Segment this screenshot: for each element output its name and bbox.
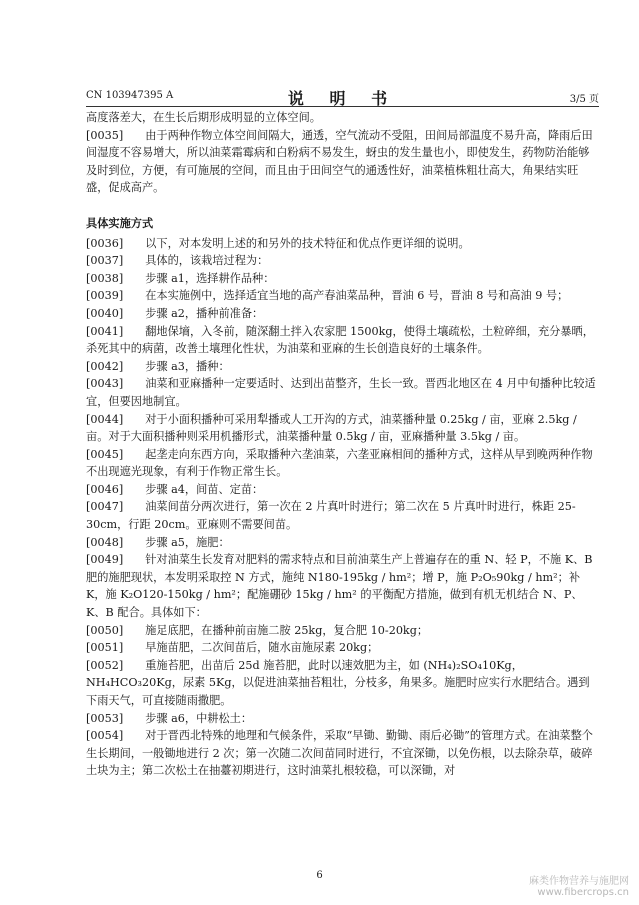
section-heading: 具体实施方式 (86, 215, 154, 230)
page-number: 6 (316, 870, 323, 881)
paragraph-0038: [0038] 步骤 a1，选择耕作品种： (86, 271, 275, 285)
paragraph-0047: [0047] 油菜间苗分两次进行，第一次在 2 片真叶时进行；第二次在 5 片真叶时进行，株距 25-30cm，行距 20cm。亚麻则不需要间苗。 (86, 500, 576, 532)
paragraph-0048: [0048] 步骤 a5，施肥： (86, 535, 230, 549)
paragraph-0043: [0043] 油菜和亚麻播种一定要适时、达到出苗整齐，生长一致。晋西北地区在 4 月中旬播种比较适宜，但要因地制宜。 (86, 377, 596, 408)
page-header (86, 86, 599, 107)
paragraph-0042: [0042] 步骤 a3，播种： (86, 359, 230, 373)
paragraph-0039: [0039] 在本实施例中，选择适宜当地的高产春油菜品种，晋油 6 号，晋油 8 号和高油 9 号； (86, 289, 569, 303)
paragraph-0036: [0036] 以下，对本发明上述的和另外的技术特征和优点作更详细的说明。 (86, 236, 470, 250)
paragraph-0050: [0050] 施足底肥，在播种前亩施二胺 25kg，复合肥 10-20kg； (86, 623, 429, 637)
patent-number: CN 103947395 A (86, 90, 174, 101)
paragraph: 高度落差大，在生长后期形成明显的立体空间。 (86, 111, 321, 124)
paragraph-list (86, 235, 599, 780)
paragraph-0052: [0052] 重施苔肥，出苗后 25d 施苔肥，此时以速效肥为主，如 (NH₄)₂SO₄10Kg，NH₄HCO₃20Kg，尿素 5Kg，以促进油菜抽苔粗壮，分枝多，角果多。施肥时应实行水肥结合。遇到下雨天气，可直接随雨撒肥。 (86, 658, 590, 707)
paragraph-0035: [0035] 由于两种作物立体空间间隔大，通透，空气流动不受阻，田间局部温度不易升高，降雨后田间湿度不容易增大，所以油菜霜霉病和白粉病不易发生，蚜虫的发生量也小，即使发生，药物防治能够及时到位，方便，有可施展的空间，而且由于田间空气的通透性好，油菜植株粗壮高大，角果结实旺盛，促成高产。 (86, 128, 593, 195)
paragraph-0037: [0037] 具体的，该栽培过程为： (86, 254, 269, 268)
paragraph-0046: [0046] 步骤 a4，间苗、定苗： (86, 482, 264, 496)
paragraph-0045: [0045] 起垄走向东西方向，采取播种六垄油菜，六垄亚麻相间的播种方式，这样从早到晚两种作物不出现遮光现象，有利于作物正常生长。 (86, 447, 593, 479)
document-title: 说 明 书 (287, 89, 398, 108)
paragraph-0054: [0054] 对于晋西北特殊的地理和气候条件，采取“早锄、勤锄、雨后必锄”的管理方式。在油菜整个生长期间，一般锄地进行 2 次；第一次随二次间苗同时进行，不宜深锄，以免伤根，以去除杂草，破碎土块为主；第二次松土在抽薹初期进行，这时油菜扎根较稳，可以深锄，对 (86, 729, 593, 778)
paragraph-0053: [0053] 步骤 a6，中耕松土： (86, 711, 253, 725)
document-body (86, 109, 599, 780)
page-indicator: 3/5 页 (569, 94, 599, 105)
paragraph-0044: [0044] 对于小面积播种可采用犁播或人工开沟的方式，油菜播种量 0.25kg / 亩，亚麻 2.5kg / 亩。对于大面积播种则采用机播形式，油菜播种量 0.5kg / 亩，亚麻播种量 3.5kg / 亩。 (86, 412, 577, 444)
site-watermark: 麻类作物营养与施肥网 www.fibercrops.cn (529, 876, 629, 898)
paragraph-0040: [0040] 步骤 a2，播种前准备： (86, 306, 264, 320)
paragraph-0041: [0041] 翻地保墒，入冬前，随深翻土拌入农家肥 1500kg，使得土壤疏松，土粒碎细，充分暴晒，杀死其中的病菌，改善土壤理化性状，为油菜和亚麻的生长创造良好的土壤条件。 (86, 324, 594, 356)
paragraph-0049: [0049] 针对油菜生长发育对肥料的需求特点和目前油菜生产上普遍存在的重 N、轻 P，不施 K、B 肥的施肥现状，本发明采取控 N 方式，施纯 N180-195kg / hm²；增 P，施 P₂O₅90kg / hm²；补 K，施 K₂O120-150kg / hm²；配施硼砂 15kg / hm² 的平衡配方措施，做到有机无机结合 N、P、K、B 配合。具体如下： (86, 553, 593, 620)
paragraph-0051: [0051] 早施苗肥，二次间苗后，随水亩施尿素 20kg； (86, 641, 379, 655)
